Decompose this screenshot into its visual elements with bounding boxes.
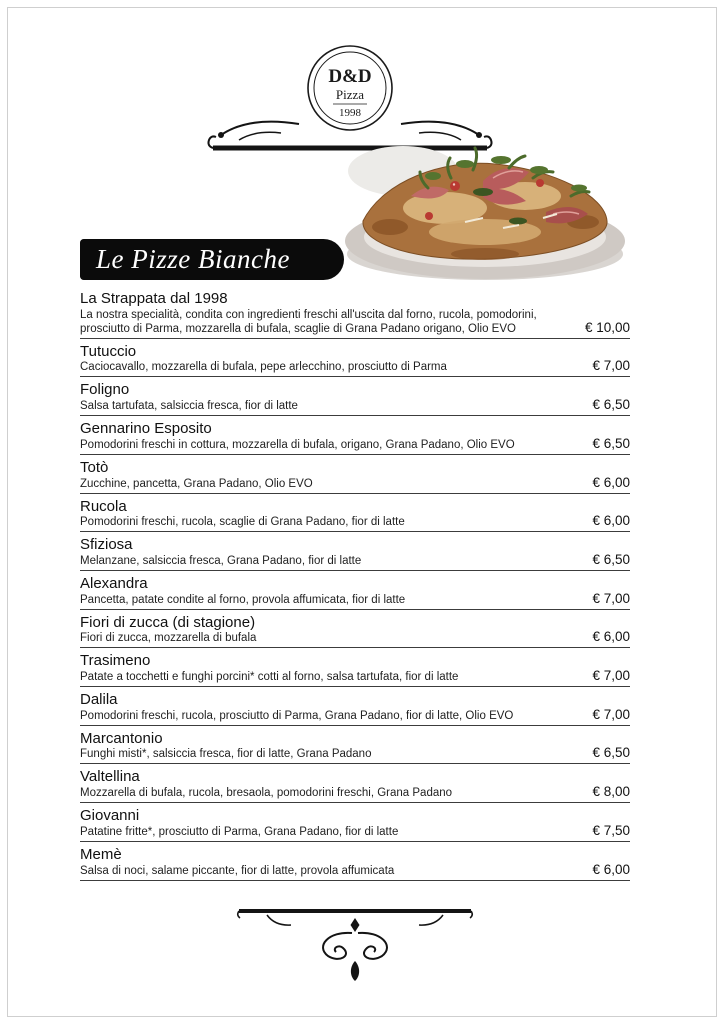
section-title: Le Pizze Bianche <box>96 244 290 274</box>
menu-item-desc: Patate a tocchetti e funghi porcini* cotti al forno, salsa tartufata, fior di latte <box>80 671 459 684</box>
flourish-dot-left <box>218 132 224 138</box>
menu-item-name: Gennarino Esposito <box>80 420 212 438</box>
menu-item-name: Trasimeno <box>80 652 151 670</box>
footer-side-curl-left <box>267 915 291 925</box>
menu-item <box>80 339 630 378</box>
menu-list <box>80 286 630 881</box>
menu-item-name: Marcantonio <box>80 729 163 747</box>
menu-item <box>80 532 630 571</box>
footer-swirl-left <box>323 933 352 959</box>
logo-name: D&D <box>328 66 372 87</box>
menu-item-price: € 7,50 <box>592 822 630 838</box>
section-banner <box>80 239 344 280</box>
flourish-curl-left-2 <box>239 132 281 140</box>
menu-item <box>80 455 630 494</box>
logo-word: Pizza <box>335 87 365 102</box>
menu-item-desc: Salsa di noci, salame piccante, fior di latte, provola affumicata <box>80 864 395 877</box>
footer-side-curl-right <box>419 915 443 925</box>
menu-item-name: Foligno <box>80 381 130 399</box>
menu-item <box>80 286 630 339</box>
menu-item-price: € 6,00 <box>592 861 630 877</box>
menu-item-price: € 7,00 <box>592 668 630 684</box>
menu-item-price: € 6,00 <box>592 474 630 490</box>
menu-item <box>80 494 630 533</box>
menu-item <box>80 610 630 649</box>
logo-year: 1998 <box>339 107 361 119</box>
menu-item-desc: Pomodorini freschi, rucola, prosciutto di Parma, Grana Padano, fior di latte, Olio EVO <box>80 709 514 722</box>
menu-item-desc: Zucchine, pancetta, Grana Padano, Olio EVO <box>80 477 313 490</box>
menu-item-name: Totò <box>80 458 109 476</box>
menu-item <box>80 648 630 687</box>
menu-item-desc: Fiori di zucca, mozzarella di bufala <box>80 632 257 645</box>
menu-item-price: € 7,00 <box>592 706 630 722</box>
menu-item-name: Valtellina <box>80 768 140 786</box>
menu-item-price: € 8,00 <box>592 784 630 800</box>
menu-item-name: Giovanni <box>80 807 140 825</box>
pizza-photo <box>333 126 635 292</box>
menu-item-desc: Mozzarella di bufala, rucola, bresaola, pomodorini freschi, Grana Padano <box>80 787 453 800</box>
menu-item <box>80 803 630 842</box>
footer-teardrop <box>351 961 359 981</box>
menu-item-desc: Caciocavallo, mozzarella di bufala, pepe arlecchino, prosciutto di Parma <box>80 361 447 374</box>
menu-item-price: € 6,50 <box>592 397 630 413</box>
menu-item <box>80 764 630 803</box>
menu-item-price: € 7,00 <box>592 590 630 606</box>
menu-item-price: € 7,00 <box>592 358 630 374</box>
menu-item-desc: Melanzane, salsiccia fresca, Grana Padano, fior di latte <box>80 554 362 567</box>
menu-item-name: Dalila <box>80 691 118 709</box>
menu-item-name: Fiori di zucca (di stagione) <box>80 613 256 631</box>
menu-item <box>80 726 630 765</box>
footer-flourish <box>235 903 475 988</box>
menu-item-name: Sfiziosa <box>80 536 133 554</box>
menu-item <box>80 377 630 416</box>
menu-item-name: Tutuccio <box>80 342 137 360</box>
menu-item <box>80 842 630 881</box>
menu-item <box>80 687 630 726</box>
menu-item-desc: Pomodorini freschi, rucola, scaglie di Grana Padano, fior di latte <box>80 516 405 529</box>
menu-item-price: € 6,00 <box>592 629 630 645</box>
crust-shade <box>451 248 519 260</box>
menu-item-price: € 6,50 <box>592 435 630 451</box>
menu-item-desc: La nostra specialità, condita con ingredienti freschi all'uscita dal forno, rucola, pomodorini, prosciutto di Parma, mozzarella di bufala, scaglie di Grana Padano origano, Olio EVO <box>80 308 537 335</box>
menu-item-name: Alexandra <box>80 574 148 592</box>
menu-item-name: Memè <box>80 845 122 863</box>
menu-item-desc: Salsa tartufata, salsiccia fresca, fior di latte <box>80 400 298 413</box>
footer-swirl-right <box>358 933 387 959</box>
menu-item <box>80 416 630 455</box>
menu-item-price: € 6,50 <box>592 551 630 567</box>
menu-item-name: Rucola <box>80 497 127 515</box>
menu-item-desc: Pancetta, patate condite al forno, provola affumicata, fior di latte <box>80 593 406 606</box>
menu-item-price: € 6,50 <box>592 745 630 761</box>
menu-item-name: La Strappata dal 1998 <box>80 290 228 307</box>
crust-shade <box>372 219 408 235</box>
footer-diamond <box>351 918 360 932</box>
menu-item-price: € 6,00 <box>592 513 630 529</box>
menu-item <box>80 571 630 610</box>
menu-item-desc: Patatine fritte*, prosciutto di Parma, Grana Padano, fior di latte <box>80 825 399 838</box>
menu-item-desc: Funghi misti*, salsiccia fresca, fior di latte, Grana Padano <box>80 748 372 761</box>
menu-item-price: € 10,00 <box>584 319 630 335</box>
menu-item-desc: Pomodorini freschi in cottura, mozzarella di bufala, origano, Grana Padano, Olio EVO <box>80 438 515 451</box>
